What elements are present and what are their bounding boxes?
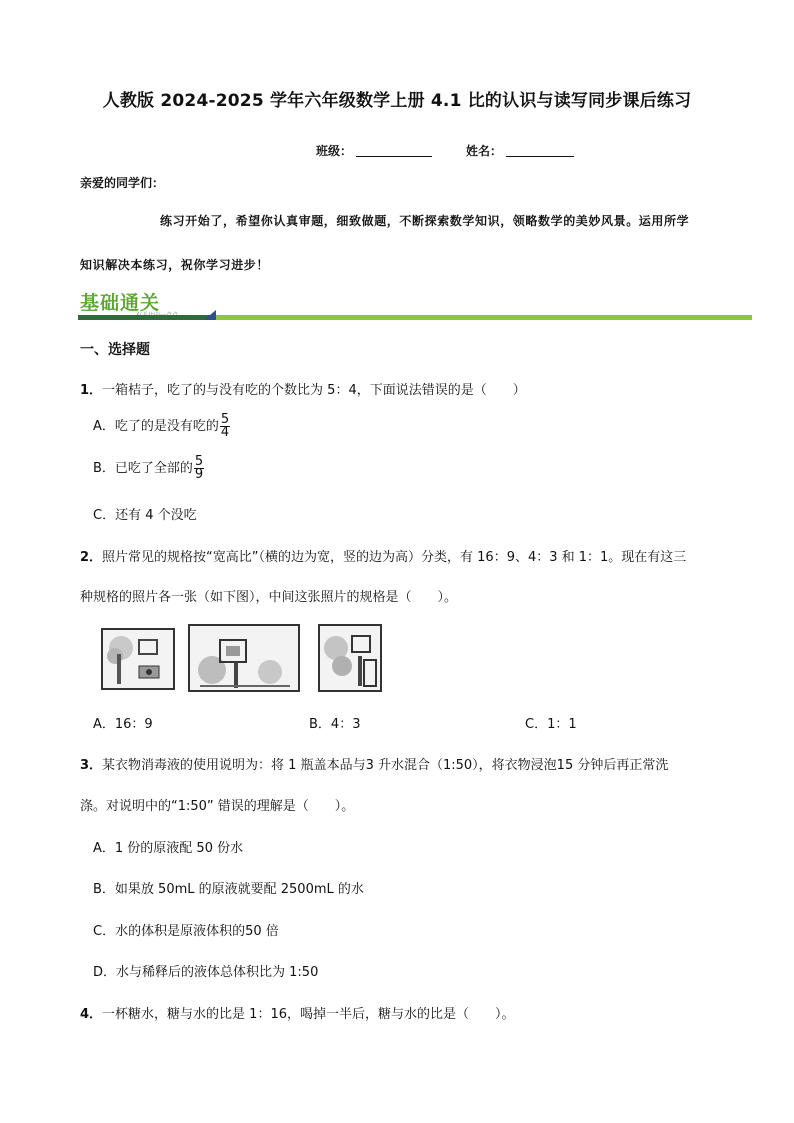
name-field [466,142,574,159]
greeting: 亲爱的同学们： [80,176,165,190]
fraction-denominator: 4 [220,425,230,440]
question-number: 2． [80,550,103,565]
tree-sketch-image [103,630,173,688]
banner-tip-shape [204,310,216,320]
tree-sketch-image [190,626,298,690]
q1-option-b[interactable] [93,456,204,481]
q2-option-a[interactable]: A．16：9 [93,717,153,732]
class-label: 班级： [316,144,353,158]
section-banner [78,288,752,322]
class-blank[interactable] [356,144,432,157]
question-4 [80,1003,515,1022]
page-title: 人教版 2024-2025 学年六年级数学上册 4.1 比的认识与读写同步课后练习 [102,91,692,111]
q2-option-c[interactable]: C．1：1 [525,717,577,732]
banner-divider-accent [78,315,212,320]
photo-4-3 [101,628,175,690]
question-text: 一箱桔子，吃了的与没有吃的个数比为 5：4，下面说法错误的是（ ） [102,383,526,398]
name-blank[interactable] [506,144,574,157]
banner-title: 基础通关 [80,292,161,314]
intro-line-1: 练习开始了，希望你认真审题，细致做题，不断探索数学知识，领略数学的美妙风景。运用所学 [160,214,690,228]
q3-option-b[interactable]: B．如果放 50mL 的原液就要配 2500mL 的水 [93,882,364,897]
fraction-numerator: 5 [220,412,230,427]
fraction-numerator: 5 [194,454,204,469]
question-text-line-1: 照片常见的规格按“宽高比”（横的边为宽，竖的边为高）分类，有 16：9、4：3 和 1：1。现在有这三 [102,550,687,565]
intro-line-2: 知识解决本练习，祝你学习进步！ [80,258,270,272]
fraction-denominator: 9 [194,467,204,482]
question-3 [80,754,668,773]
q3-option-d[interactable]: D．水与稀释后的液体总体积比为 1:50 [93,965,319,980]
q1-option-c[interactable]: C．还有 4 个没吃 [93,508,197,523]
section-title: 一、选择题 [80,342,150,358]
q3-option-c[interactable]: C．水的体积是原液体积的50 倍 [93,924,279,939]
option-label: B．已吃了全部的 [93,461,193,476]
question-2 [80,546,686,565]
question-2-line-2: 种规格的照片各一张（如下图），中间这张照片的规格是（ ）。 [80,590,458,605]
q2-option-b[interactable]: B．4：3 [309,717,361,732]
photo-1-1 [318,624,382,692]
question-1 [80,379,526,398]
tree-sketch-image [320,626,380,690]
question-3-line-2: 涤。对说明中的“1:50” 错误的理解是（ ）。 [80,799,355,814]
class-field [316,142,432,159]
question-text-line-1: 某衣物消毒液的使用说明为：将 1 瓶盖本品与3 升水混合（1:50），将衣物浸泡15 分钟后再正常洗 [102,758,669,773]
q1-option-a[interactable] [93,414,230,439]
q3-option-a[interactable]: A．1 份的原液配 50 份水 [93,841,244,856]
question-number: 1． [80,383,103,398]
question-text: 一杯糖水，糖与水的比是 1：16，喝掉一半后，糖与水的比是（ ）。 [102,1007,515,1022]
photo-16-9 [188,624,300,692]
fraction [194,456,204,481]
question-number: 3． [80,758,103,773]
option-label: A．吃了的是没有吃的 [93,419,219,434]
fraction [220,414,230,439]
name-label: 姓名： [466,144,503,158]
question-number: 4． [80,1007,103,1022]
